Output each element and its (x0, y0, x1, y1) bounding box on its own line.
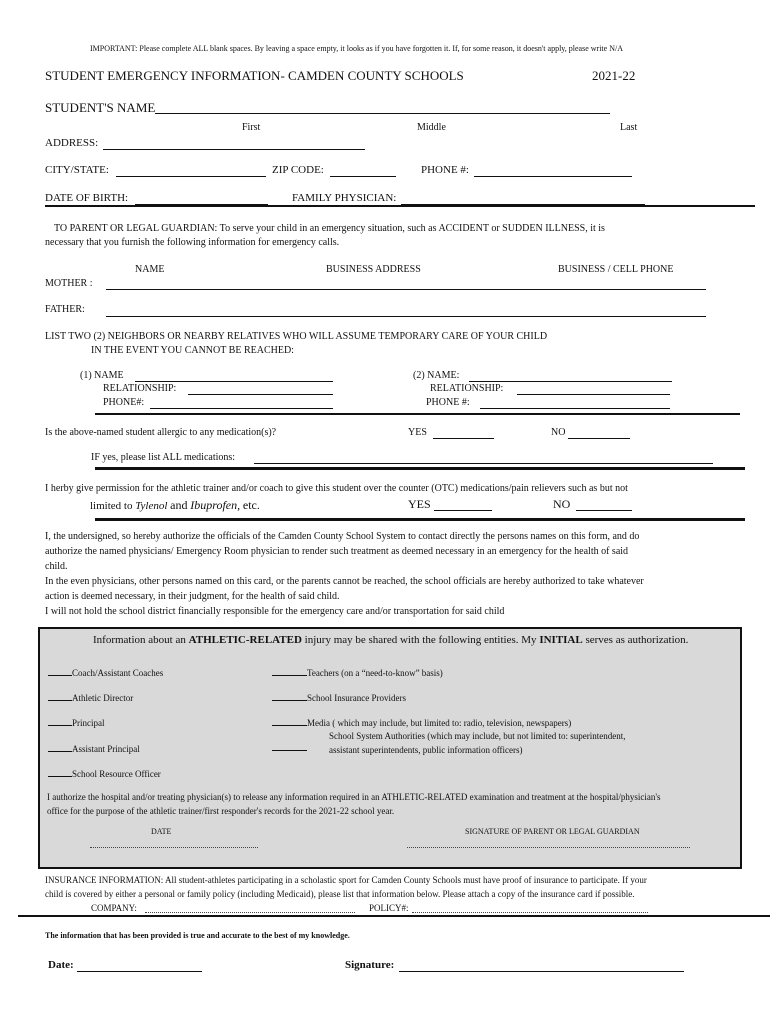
allergy-no-field[interactable] (568, 427, 630, 439)
phone-label: PHONE #: (421, 164, 469, 176)
insurance-text-1: INSURANCE INFORMATION: All student-athletes participating in a scholastic sport for Camden County Schools must have proof of insurance to participate. If your (45, 875, 647, 885)
initial-blank[interactable] (48, 742, 72, 752)
athletic-heading-bold: ATHLETIC-RELATED (188, 634, 302, 646)
footer-signature-label: Signature: (345, 959, 395, 971)
otc-limited: limited to (90, 500, 133, 512)
neighbors-instruction-2: IN THE EVENT YOU CANNOT BE REACHED: (91, 345, 294, 356)
phone-field[interactable] (474, 164, 632, 177)
divider (95, 467, 745, 470)
initial-teachers (272, 666, 443, 678)
neighbor1-relationship-field[interactable] (188, 383, 333, 395)
initial-blank[interactable] (48, 666, 72, 676)
insurance-text-2: child is covered by either a personal or family policy (including Medicaid), please list that information below. Please attach a copy of the insurance card if possible. (45, 889, 635, 899)
neighbor1-name-label: (1) NAME (80, 370, 124, 381)
initial-coach (48, 666, 163, 678)
initial-authorities-blank[interactable] (272, 742, 307, 751)
medications-list-field[interactable] (254, 452, 713, 464)
address-label: ADDRESS: (45, 137, 99, 149)
footer-date-field[interactable] (77, 959, 202, 972)
initial-assistant-principal (48, 742, 140, 754)
medications-list-label: IF yes, please list ALL medications: (91, 452, 236, 463)
dob-field[interactable] (135, 192, 268, 205)
important-note: IMPORTANT: Please complete ALL blank spaces. By leaving a space empty, it looks as if you have forgotten it. If, for some reason, it doesn't apply, please write N/A (90, 44, 623, 53)
authorization-text-1: I, the undersigned, so hereby authorize the officials of the Camden County School System to contact directly the persons names on this form, and do (45, 531, 640, 542)
authorities-label-1: School System Authorities (which may include, but not limited to: superintendent, (329, 731, 626, 741)
athletic-director-label: Athletic Director (72, 693, 134, 703)
box-signature-field[interactable] (407, 846, 690, 848)
neighbor2-phone-label: PHONE #: (426, 397, 470, 408)
company-field[interactable] (145, 904, 355, 913)
policy-label: POLICY#: (369, 903, 409, 913)
authorities-label-2: assistant superintendents, public information officers) (329, 745, 523, 755)
allergy-yes-field[interactable] (433, 427, 494, 439)
initial-principal (48, 716, 105, 728)
school-year: 2021-22 (592, 68, 636, 83)
box-date-field[interactable] (90, 846, 258, 848)
zip-label: ZIP CODE: (272, 164, 324, 176)
mother-label: MOTHER : (45, 278, 93, 289)
otc-no-field[interactable] (576, 498, 632, 511)
otc-yes-label: YES (408, 497, 431, 511)
otc-yes-field[interactable] (434, 498, 492, 511)
initial-blank[interactable] (272, 716, 307, 726)
form-title: STUDENT EMERGENCY INFORMATION- CAMDEN COUNTY SCHOOLS (45, 68, 464, 83)
allergy-no-label: NO (551, 427, 566, 438)
neighbor2-relationship-label: RELATIONSHIP: (430, 383, 504, 394)
coach-label: Coach/Assistant Coaches (72, 668, 164, 678)
first-name-caption: First (242, 122, 261, 133)
divider (95, 518, 745, 521)
authorization-text-6: I will not hold the school district financially responsible for the emergency care and/or transportation for said child (45, 606, 505, 617)
city-state-field[interactable] (116, 164, 266, 177)
initial-media (272, 716, 571, 728)
initial-blank[interactable] (48, 716, 72, 726)
student-name-label: STUDENT'S NAME (45, 100, 156, 115)
initial-blank[interactable] (272, 666, 307, 676)
allergy-question: Is the above-named student allergic to any medication(s)? (45, 427, 277, 438)
divider (45, 205, 755, 207)
authorization-text-2: authorize the named physicians/ Emergency Room physician to render such treatment as deemed necessary in an emergency for the health of said (45, 546, 629, 557)
authorization-text-4: In the even physicians, other persons named on this card, or the parents cannot be reached, the school officials are hereby authorized to take whatever (45, 576, 644, 587)
physician-label: FAMILY PHYSICIAN: (292, 192, 397, 204)
teachers-label: Teachers (on a “need-to-know” basis) (307, 668, 443, 678)
otc-ibuprofen: Ibuprofen, (190, 498, 241, 512)
guardian-intro: TO PARENT OR LEGAL GUARDIAN: To serve your child in an emergency situation, such as ACCIDENT or SUDDEN ILLNESS, it is (54, 223, 605, 234)
father-field[interactable] (106, 305, 706, 317)
student-name-field[interactable] (155, 102, 610, 114)
initial-athletic-director (48, 691, 133, 703)
col-business-address: BUSINESS ADDRESS (326, 264, 421, 275)
neighbor1-name-field[interactable] (135, 370, 333, 382)
physician-field[interactable] (401, 192, 645, 205)
mother-field[interactable] (106, 278, 706, 290)
policy-field[interactable] (412, 904, 648, 913)
otc-tylenol: Tylenol (135, 500, 168, 512)
company-label: COMPANY: (91, 903, 137, 913)
divider (95, 413, 740, 415)
otc-no-label: NO (553, 497, 571, 511)
zip-field[interactable] (330, 164, 396, 177)
guardian-intro-2: necessary that you furnish the following information for emergency calls. (45, 237, 340, 248)
address-field[interactable] (103, 137, 365, 150)
box-signature-label: SIGNATURE OF PARENT OR LEGAL GUARDIAN (465, 827, 640, 836)
athletic-heading-initial: INITIAL (539, 634, 583, 646)
otc-limited-line (90, 498, 260, 513)
athletic-heading-post: serves as authorization. (585, 634, 689, 646)
middle-name-caption: Middle (417, 122, 446, 133)
athletic-heading-mid: injury may be shared with the following entities. My (304, 634, 537, 646)
col-name: NAME (135, 264, 165, 275)
media-label: Media ( which may include, but limited to: radio, television, newspapers) (307, 718, 572, 728)
release-text-1: I authorize the hospital and/or treating physician(s) to release any information required in an ATHLETIC-RELATED examination and treatment at the hospital/physician's (47, 792, 661, 802)
city-state-label: CITY/STATE: (45, 164, 109, 176)
footer-signature-field[interactable] (399, 959, 684, 972)
accuracy-statement: The information that has been provided is true and accurate to the best of my knowledge. (45, 931, 350, 940)
neighbor2-phone-field[interactable] (480, 397, 670, 409)
initial-insurance (272, 691, 406, 703)
initial-resource-officer (48, 767, 161, 779)
neighbors-instruction: LIST TWO (2) NEIGHBORS OR NEARBY RELATIVES WHO WILL ASSUME TEMPORARY CARE OF YOUR CHILD (45, 331, 548, 342)
last-name-caption: Last (620, 122, 638, 133)
neighbor1-phone-label: PHONE#: (103, 397, 145, 408)
athletic-heading-pre: Information about an (93, 634, 186, 646)
father-label: FATHER: (45, 304, 85, 315)
resource-officer-label: School Resource Officer (72, 769, 161, 779)
initial-blank[interactable] (48, 767, 72, 777)
insurance-providers-label: School Insurance Providers (307, 693, 406, 703)
allergy-yes-label: YES (408, 427, 427, 438)
otc-and: and (170, 498, 188, 512)
authorization-text-3: child. (45, 561, 68, 572)
neighbor2-relationship-field[interactable] (517, 383, 670, 395)
neighbor2-name-label: (2) NAME: (413, 370, 460, 381)
athletic-heading (93, 634, 688, 646)
assistant-principal-label: Assistant Principal (72, 744, 140, 754)
neighbor1-relationship-label: RELATIONSHIP: (103, 383, 177, 394)
col-business-phone: BUSINESS / CELL PHONE (558, 264, 674, 275)
dob-label: DATE OF BIRTH: (45, 192, 129, 204)
otc-permission: I herby give permission for the athletic trainer and/or coach to give this student over the counter (OTC) medications/pain relievers such as but not (45, 483, 628, 494)
initial-blank[interactable] (272, 691, 307, 701)
footer-date-label: Date: (48, 959, 74, 971)
box-date-label: DATE (151, 827, 172, 836)
neighbor1-phone-field[interactable] (150, 397, 333, 409)
neighbor2-name-field[interactable] (469, 370, 672, 382)
principal-label: Principal (72, 718, 105, 728)
otc-etc: etc. (242, 498, 260, 512)
initial-blank[interactable] (48, 691, 72, 701)
divider (18, 915, 770, 917)
authorization-text-5: action is deemed necessary, in their judgment, for the health of said child. (45, 591, 340, 602)
release-text-2: office for the purpose of the athletic trainer/first responder's records for the 2021-22 school year. (47, 806, 395, 816)
